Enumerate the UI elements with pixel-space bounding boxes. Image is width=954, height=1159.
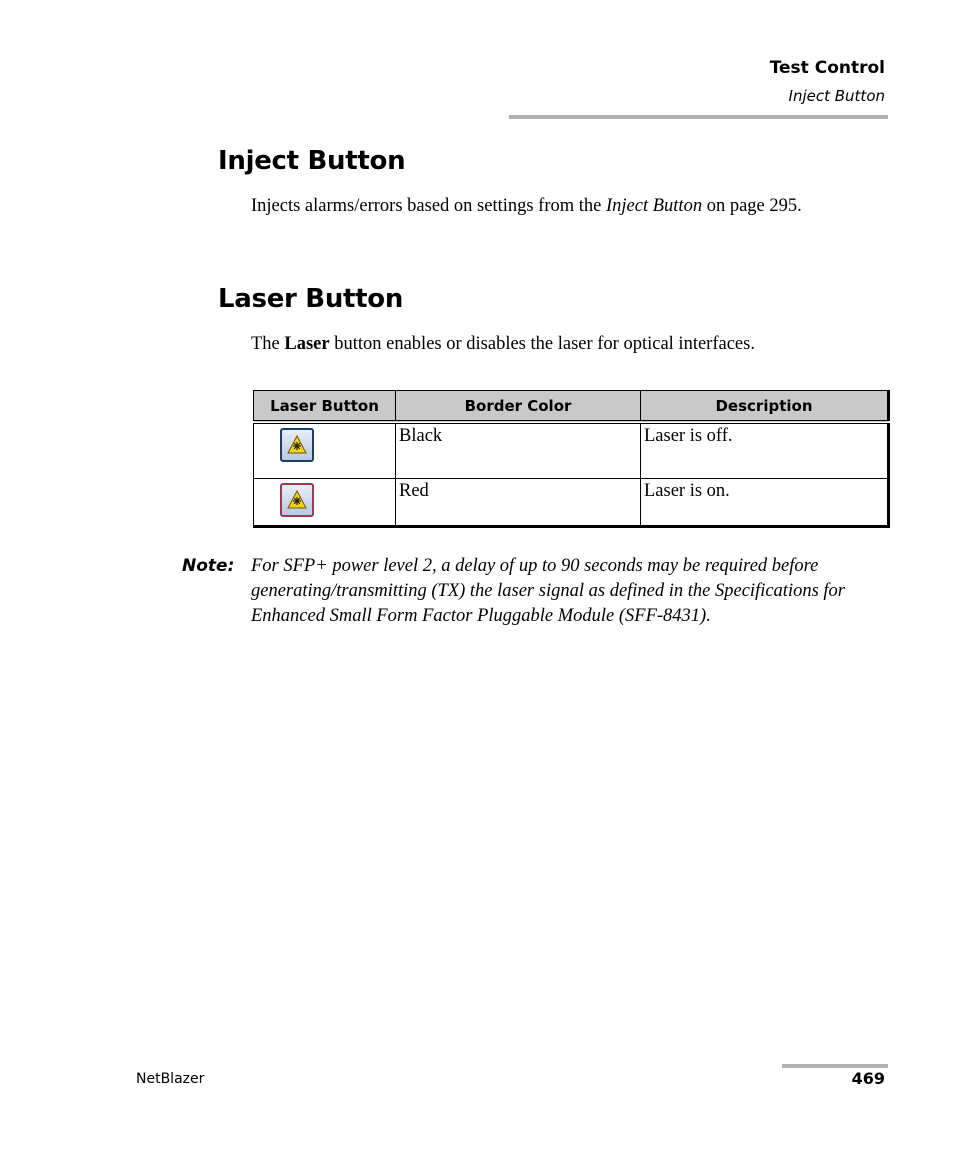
header-rule bbox=[509, 115, 888, 119]
note-text: For SFP+ power level 2, a delay of up to 90 seconds may be required before generating/transmitting (TX) the laser signal as defined in the Specifications for Enhanced Small Form Factor Pluggable Module (SFF-8431). bbox=[251, 556, 846, 626]
table-row bbox=[254, 422, 889, 479]
laser-off-icon bbox=[280, 428, 314, 462]
footer-rule bbox=[782, 1064, 888, 1068]
laser-text-bold: Laser bbox=[284, 334, 330, 354]
inject-button-heading: Inject Button bbox=[218, 146, 406, 176]
page-number: 469 bbox=[851, 1069, 885, 1088]
laser-button-table bbox=[253, 390, 890, 528]
column-header-border-color: Border Color bbox=[396, 391, 641, 423]
border-color-cell: Black bbox=[396, 422, 641, 479]
laser-button-cell bbox=[254, 479, 396, 527]
inject-button-reference[interactable]: Inject Button bbox=[606, 196, 703, 216]
description-cell: Laser is on. bbox=[641, 479, 889, 527]
table-header-row bbox=[254, 391, 889, 423]
column-header-description: Description bbox=[641, 391, 889, 423]
note-label: Note: bbox=[182, 556, 235, 576]
border-color-cell: Red bbox=[396, 479, 641, 527]
laser-text-pre: The bbox=[251, 334, 285, 354]
laser-button-description bbox=[251, 334, 755, 355]
laser-text-post: button enables or disables the laser for optical interfaces. bbox=[329, 334, 755, 354]
inject-text-pre: Injects alarms/errors based on settings from the bbox=[251, 196, 606, 216]
running-header-subsection: Inject Button bbox=[788, 87, 885, 105]
footer-product-name: NetBlazer bbox=[136, 1071, 205, 1087]
laser-button-heading: Laser Button bbox=[218, 284, 404, 314]
inject-text-post: on page 295. bbox=[702, 196, 802, 216]
table-row bbox=[254, 479, 889, 527]
description-cell: Laser is off. bbox=[641, 422, 889, 479]
inject-button-description bbox=[251, 196, 802, 217]
laser-on-icon bbox=[280, 483, 314, 517]
laser-button-cell bbox=[254, 422, 396, 479]
column-header-laser-button: Laser Button bbox=[254, 391, 396, 423]
running-header-section: Test Control bbox=[769, 58, 885, 78]
